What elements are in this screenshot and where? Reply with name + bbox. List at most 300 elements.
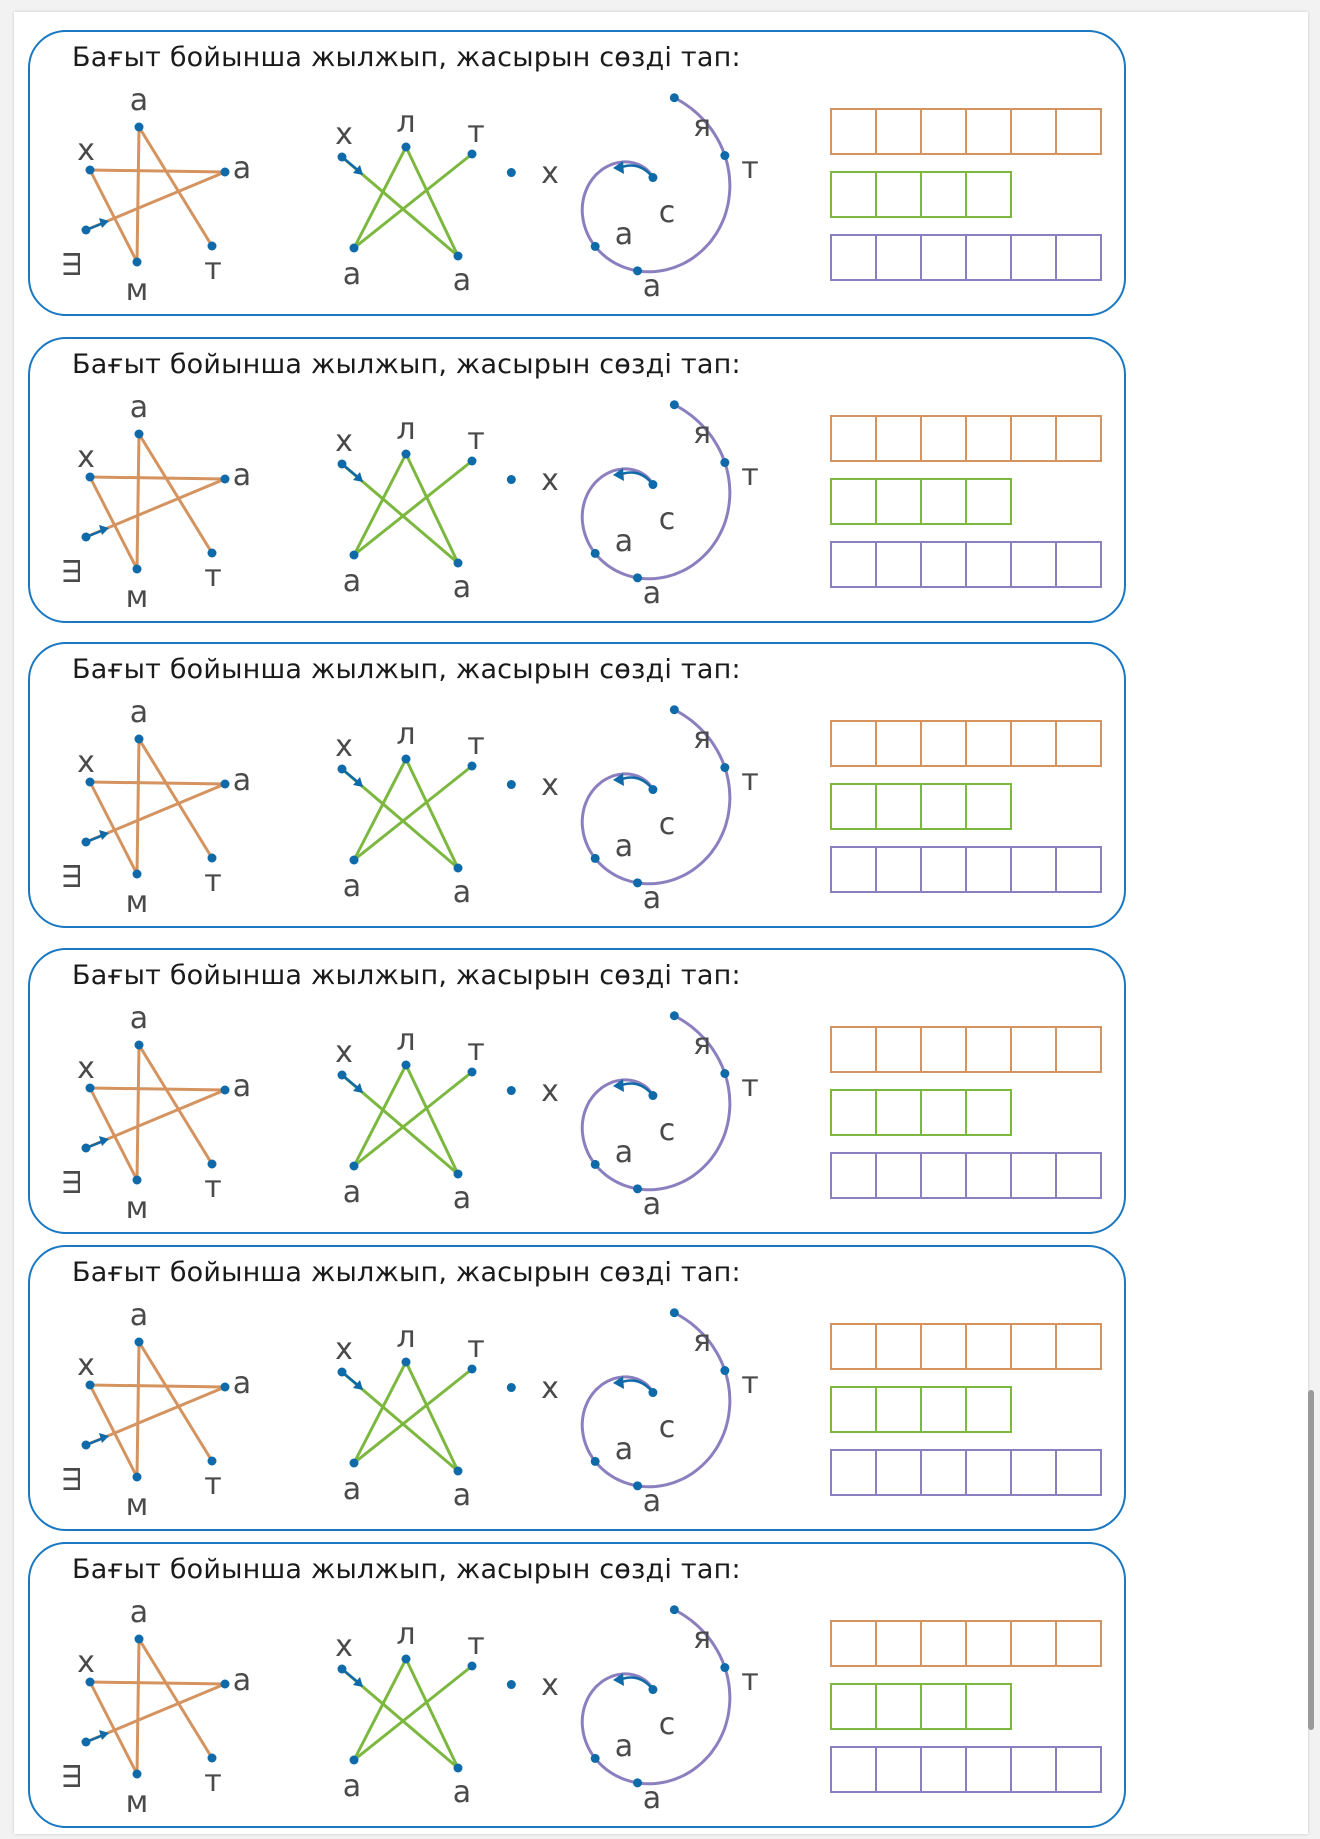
answer-cell[interactable] (830, 478, 877, 525)
exercise-instruction: Бағыт бойынша жылжып, жасырын сөзді тап: (72, 1257, 741, 1288)
arrow-icon (619, 1380, 653, 1392)
spiral-dot (591, 854, 600, 863)
star-line (139, 127, 212, 246)
spiral-dot (507, 1680, 516, 1689)
star-letter: т (204, 252, 222, 287)
answer-cell[interactable] (875, 108, 922, 155)
spiral-letter: а (642, 576, 662, 611)
spiral-letter: с (658, 1410, 676, 1445)
star-letter: ш (53, 1168, 88, 1196)
answer-cell[interactable] (965, 1089, 1012, 1136)
bowtie-letter: л (396, 1023, 416, 1058)
answer-row (830, 720, 1102, 767)
bowtie-line (354, 1659, 406, 1760)
star-dot (135, 430, 144, 439)
arrow-icon (619, 472, 653, 484)
answer-cell[interactable] (920, 415, 967, 462)
answer-row (830, 783, 1012, 830)
answer-cell[interactable] (1010, 1323, 1057, 1370)
exercise-instruction: Бағыт бойынша жылжып, жасырын сөзді тап: (72, 654, 741, 685)
answer-cell[interactable] (830, 1386, 877, 1433)
bowtie-letter: т (467, 1627, 485, 1662)
arrow-icon (619, 1677, 653, 1689)
star-dot (221, 1383, 230, 1392)
exercise-card (28, 948, 1126, 1234)
answer-cell[interactable] (1055, 541, 1102, 588)
spiral-letter: я (692, 109, 712, 144)
star-letter: т (204, 1170, 222, 1205)
spiral-dot (507, 1383, 516, 1392)
star-dot (221, 1680, 230, 1689)
answer-cell[interactable] (920, 1089, 967, 1136)
star-line (139, 739, 212, 858)
star-line (90, 1088, 137, 1180)
spiral-letter: т (741, 458, 759, 493)
answer-cell[interactable] (920, 846, 967, 893)
answer-cell[interactable] (1055, 720, 1102, 767)
spiral-figure (507, 1308, 759, 1519)
star-figure (53, 1595, 251, 1820)
star-letter: м (125, 580, 149, 615)
exercise-card (28, 1542, 1126, 1828)
answer-cell[interactable] (920, 1620, 967, 1667)
bowtie-dot (338, 765, 347, 774)
star-figure (53, 83, 251, 308)
answer-cell[interactable] (1010, 415, 1057, 462)
answer-cell[interactable] (830, 234, 877, 281)
answer-cell[interactable] (875, 1683, 922, 1730)
star-dot (208, 1160, 217, 1169)
star-line (90, 1088, 225, 1090)
spiral-dot (591, 1754, 600, 1763)
bowtie-letter: х (335, 424, 353, 459)
answer-row (830, 846, 1102, 893)
spiral-letter: я (692, 1324, 712, 1359)
answer-cell[interactable] (965, 720, 1012, 767)
answer-cell[interactable] (965, 1746, 1012, 1793)
answer-cell[interactable] (1010, 1746, 1057, 1793)
answer-cell[interactable] (830, 171, 877, 218)
bowtie-line (354, 766, 472, 860)
bowtie-dot (338, 460, 347, 469)
star-dot (82, 1441, 91, 1450)
bowtie-line (354, 1362, 406, 1463)
answer-cell[interactable] (875, 541, 922, 588)
star-letter: м (125, 1785, 149, 1820)
answer-cell[interactable] (920, 1449, 967, 1496)
star-letter: а (129, 695, 149, 730)
exercise-instruction: Бағыт бойынша жылжып, жасырын сөзді тап: (72, 960, 741, 991)
puzzle-figures (30, 32, 830, 318)
star-dot (208, 549, 217, 558)
star-letter: т (204, 864, 222, 899)
answer-cell[interactable] (875, 1026, 922, 1073)
answer-cell[interactable] (965, 1386, 1012, 1433)
worksheet-page (14, 12, 1308, 1834)
bowtie-dot (350, 551, 359, 560)
star-dot (133, 870, 142, 879)
star-dot (82, 533, 91, 542)
answer-cell[interactable] (1055, 1620, 1102, 1667)
answer-cell[interactable] (920, 1026, 967, 1073)
bowtie-line (354, 1072, 472, 1166)
answer-cell[interactable] (1010, 1620, 1057, 1667)
bowtie-dot (454, 1467, 463, 1476)
answer-cell[interactable] (875, 171, 922, 218)
bowtie-dot (468, 1662, 477, 1671)
star-line (90, 1682, 137, 1774)
answer-cell[interactable] (920, 1152, 967, 1199)
star-dot (221, 1086, 230, 1095)
spiral-figure (507, 400, 759, 611)
answer-cell[interactable] (965, 1026, 1012, 1073)
answer-cell[interactable] (1010, 846, 1057, 893)
answer-cell[interactable] (965, 1323, 1012, 1370)
bowtie-dot (350, 1162, 359, 1171)
bowtie-letter: л (396, 1320, 416, 1355)
spiral-letter: а (614, 829, 634, 864)
spiral-dot (633, 878, 642, 887)
bowtie-dot (338, 1368, 347, 1377)
star-line (90, 782, 137, 874)
star-dot (82, 226, 91, 235)
answer-cell[interactable] (875, 1089, 922, 1136)
exercise-instruction: Бағыт бойынша жылжып, жасырын сөзді тап: (72, 42, 741, 73)
answer-cell[interactable] (830, 1323, 877, 1370)
bowtie-dot (468, 1365, 477, 1374)
star-dot (82, 1738, 91, 1747)
star-dot (82, 838, 91, 847)
star-line (139, 1639, 212, 1758)
star-letter: а (129, 83, 149, 118)
bowtie-dot (454, 1170, 463, 1179)
spiral-letter: а (614, 1135, 634, 1170)
star-line (90, 170, 225, 172)
puzzle-figures (30, 644, 830, 930)
spiral-dot (507, 780, 516, 789)
answer-cell[interactable] (920, 171, 967, 218)
spiral-letter: х (541, 463, 559, 498)
answer-cell[interactable] (830, 415, 877, 462)
star-dot (208, 1457, 217, 1466)
answer-cell[interactable] (1055, 846, 1102, 893)
answer-cell[interactable] (830, 846, 877, 893)
answer-cell[interactable] (875, 1746, 922, 1793)
star-letter: т (204, 1467, 222, 1502)
bowtie-dot (454, 252, 463, 261)
answer-cell[interactable] (1010, 1152, 1057, 1199)
star-line (137, 127, 139, 262)
bowtie-letter: а (452, 1775, 472, 1810)
answer-cell[interactable] (830, 108, 877, 155)
bowtie-letter: т (467, 1330, 485, 1365)
bowtie-dot (350, 856, 359, 865)
answer-row (830, 1026, 1102, 1073)
star-letter: м (125, 1488, 149, 1523)
answer-cell[interactable] (965, 415, 1012, 462)
spiral-letter: а (642, 1484, 662, 1519)
spiral-dot (591, 1160, 600, 1169)
exercise-card (28, 30, 1126, 316)
answer-cell[interactable] (1055, 1323, 1102, 1370)
answer-row (830, 1089, 1012, 1136)
star-letter: а (129, 1298, 149, 1333)
spiral-letter: а (614, 217, 634, 252)
spiral-dot (648, 1388, 657, 1397)
star-letter: а (232, 1663, 252, 1698)
star-line (90, 170, 137, 262)
answer-cell[interactable] (830, 1746, 877, 1793)
bowtie-line (354, 461, 472, 555)
bowtie-dot (338, 1665, 347, 1674)
star-letter: ш (53, 557, 88, 585)
answer-cell[interactable] (875, 720, 922, 767)
answer-cell[interactable] (1010, 108, 1057, 155)
answer-cell[interactable] (920, 783, 967, 830)
answer-cell[interactable] (965, 108, 1012, 155)
answer-cell[interactable] (920, 1683, 967, 1730)
star-dot (221, 780, 230, 789)
spiral-dot (633, 1481, 642, 1490)
spiral-dot (670, 1605, 679, 1614)
answer-cell[interactable] (920, 234, 967, 281)
answer-cell[interactable] (920, 541, 967, 588)
puzzle-figures (30, 339, 830, 625)
bowtie-letter: а (342, 564, 362, 599)
bowtie-figure (335, 1023, 485, 1216)
spiral-dot (670, 400, 679, 409)
star-letter: а (232, 151, 252, 186)
exercise-card (28, 642, 1126, 928)
arrow-icon (619, 777, 653, 789)
puzzle-figures (30, 1247, 830, 1533)
star-letter: х (77, 440, 95, 475)
answer-cell[interactable] (830, 1089, 877, 1136)
answer-cell[interactable] (830, 1026, 877, 1073)
bowtie-figure (335, 412, 485, 605)
spiral-dot (591, 242, 600, 251)
bowtie-letter: т (467, 115, 485, 150)
star-dot (133, 258, 142, 267)
spiral-dot (507, 475, 516, 484)
spiral-letter: х (541, 768, 559, 803)
spiral-dot (648, 785, 657, 794)
bowtie-letter: л (396, 412, 416, 447)
spiral-letter: с (658, 195, 676, 230)
exercise-card (28, 337, 1126, 623)
spiral-letter: с (658, 807, 676, 842)
star-letter: х (77, 1645, 95, 1680)
star-line (139, 434, 212, 553)
star-line (137, 739, 139, 874)
answer-cell[interactable] (875, 1152, 922, 1199)
answer-cell[interactable] (1010, 1449, 1057, 1496)
answer-cell[interactable] (965, 1620, 1012, 1667)
answer-cell[interactable] (875, 1620, 922, 1667)
spiral-letter: с (658, 1707, 676, 1742)
answer-cell[interactable] (920, 478, 967, 525)
answer-cell[interactable] (920, 1746, 967, 1793)
answer-cell[interactable] (1055, 1746, 1102, 1793)
answer-cell[interactable] (1055, 415, 1102, 462)
spiral-letter: х (541, 1668, 559, 1703)
spiral-dot (633, 1778, 642, 1787)
spiral-dot (720, 151, 729, 160)
answer-cell[interactable] (965, 171, 1012, 218)
puzzle-figures (30, 1544, 830, 1830)
bowtie-letter: а (342, 257, 362, 292)
bowtie-letter: а (452, 1181, 472, 1216)
star-letter: м (125, 273, 149, 308)
spiral-letter: т (741, 1366, 759, 1401)
bowtie-dot (454, 559, 463, 568)
bowtie-line (354, 454, 406, 555)
answer-cell[interactable] (965, 846, 1012, 893)
answer-row (830, 1449, 1102, 1496)
answer-cell[interactable] (830, 720, 877, 767)
bowtie-line (354, 759, 406, 860)
answer-cell[interactable] (965, 478, 1012, 525)
bowtie-letter: а (452, 1478, 472, 1513)
answer-cell[interactable] (1010, 541, 1057, 588)
answer-row (830, 1746, 1102, 1793)
answer-cell[interactable] (965, 1152, 1012, 1199)
bowtie-letter: т (467, 1033, 485, 1068)
answer-cell[interactable] (830, 541, 877, 588)
star-dot (221, 168, 230, 177)
answer-cell[interactable] (875, 415, 922, 462)
answer-cell[interactable] (875, 846, 922, 893)
bowtie-dot (468, 457, 477, 466)
answer-cell[interactable] (1055, 234, 1102, 281)
spiral-letter: т (741, 763, 759, 798)
star-line (90, 1385, 225, 1387)
bowtie-figure (335, 1320, 485, 1513)
bowtie-letter: л (396, 1617, 416, 1652)
star-dot (135, 1041, 144, 1050)
star-line (139, 1045, 212, 1164)
answer-cell[interactable] (1010, 720, 1057, 767)
spiral-letter: а (614, 1729, 634, 1764)
star-dot (133, 565, 142, 574)
star-line (90, 477, 137, 569)
star-letter: а (232, 1366, 252, 1401)
bowtie-dot (402, 1655, 411, 1664)
answer-row (830, 541, 1102, 588)
star-line (137, 1342, 139, 1477)
bowtie-dot (468, 762, 477, 771)
bowtie-line (354, 147, 406, 248)
answer-cell[interactable] (875, 234, 922, 281)
spiral-letter: я (692, 721, 712, 756)
bowtie-letter: л (396, 717, 416, 752)
star-letter: т (204, 559, 222, 594)
star-letter: м (125, 1191, 149, 1226)
star-letter: х (77, 1348, 95, 1383)
bowtie-letter: х (335, 1629, 353, 1664)
star-dot (208, 242, 217, 251)
bowtie-letter: х (335, 1332, 353, 1367)
spiral-dot (507, 168, 516, 177)
answer-cell[interactable] (920, 1386, 967, 1433)
answer-cell[interactable] (1010, 234, 1057, 281)
bowtie-letter: а (342, 1472, 362, 1507)
spiral-dot (648, 480, 657, 489)
spiral-dot (720, 1366, 729, 1375)
answer-cell[interactable] (875, 478, 922, 525)
star-letter: м (125, 885, 149, 920)
puzzle-figures (30, 950, 830, 1236)
answer-row (830, 1323, 1102, 1370)
answer-row (830, 171, 1012, 218)
scrollbar-thumb[interactable] (1308, 1390, 1314, 1730)
answer-row (830, 1152, 1102, 1199)
answer-cell[interactable] (965, 1683, 1012, 1730)
answer-row (830, 478, 1012, 525)
answer-cell[interactable] (875, 1386, 922, 1433)
star-dot (133, 1770, 142, 1779)
answer-cell[interactable] (1055, 1026, 1102, 1073)
answer-cell[interactable] (1010, 1026, 1057, 1073)
bowtie-letter: х (335, 117, 353, 152)
answer-cell[interactable] (920, 108, 967, 155)
star-dot (135, 735, 144, 744)
star-letter: а (232, 763, 252, 798)
answer-cell[interactable] (830, 783, 877, 830)
spiral-letter: а (642, 1187, 662, 1222)
answer-cell[interactable] (830, 1449, 877, 1496)
answer-cell[interactable] (965, 1449, 1012, 1496)
star-line (137, 1639, 139, 1774)
bowtie-figure (335, 1617, 485, 1810)
answer-row (830, 1620, 1102, 1667)
spiral-dot (633, 1184, 642, 1193)
answer-cell[interactable] (920, 1323, 967, 1370)
answer-cell[interactable] (875, 783, 922, 830)
star-dot (135, 123, 144, 132)
bowtie-letter: а (452, 263, 472, 298)
answer-cell[interactable] (875, 1449, 922, 1496)
spiral-figure (507, 93, 759, 304)
star-letter: ш (53, 1762, 88, 1790)
answer-cell[interactable] (965, 783, 1012, 830)
answer-cell[interactable] (1055, 1152, 1102, 1199)
spiral-dot (648, 1091, 657, 1100)
bowtie-dot (454, 864, 463, 873)
star-dot (135, 1338, 144, 1347)
answer-cell[interactable] (920, 720, 967, 767)
answer-row (830, 1386, 1012, 1433)
answer-cell[interactable] (830, 1620, 877, 1667)
answer-cell[interactable] (830, 1152, 877, 1199)
spiral-letter: а (614, 524, 634, 559)
answer-cell[interactable] (965, 541, 1012, 588)
star-letter: ш (53, 862, 88, 890)
bowtie-letter: х (335, 729, 353, 764)
bowtie-dot (338, 153, 347, 162)
bowtie-dot (454, 1764, 463, 1773)
spiral-dot (648, 173, 657, 182)
spiral-letter: а (642, 269, 662, 304)
answer-cell[interactable] (965, 234, 1012, 281)
answer-cell[interactable] (875, 1323, 922, 1370)
spiral-figure (507, 1011, 759, 1222)
spiral-dot (720, 1663, 729, 1672)
answer-cell[interactable] (1055, 1449, 1102, 1496)
answer-cell[interactable] (830, 1683, 877, 1730)
bowtie-dot (350, 1459, 359, 1468)
answer-cell[interactable] (1055, 108, 1102, 155)
